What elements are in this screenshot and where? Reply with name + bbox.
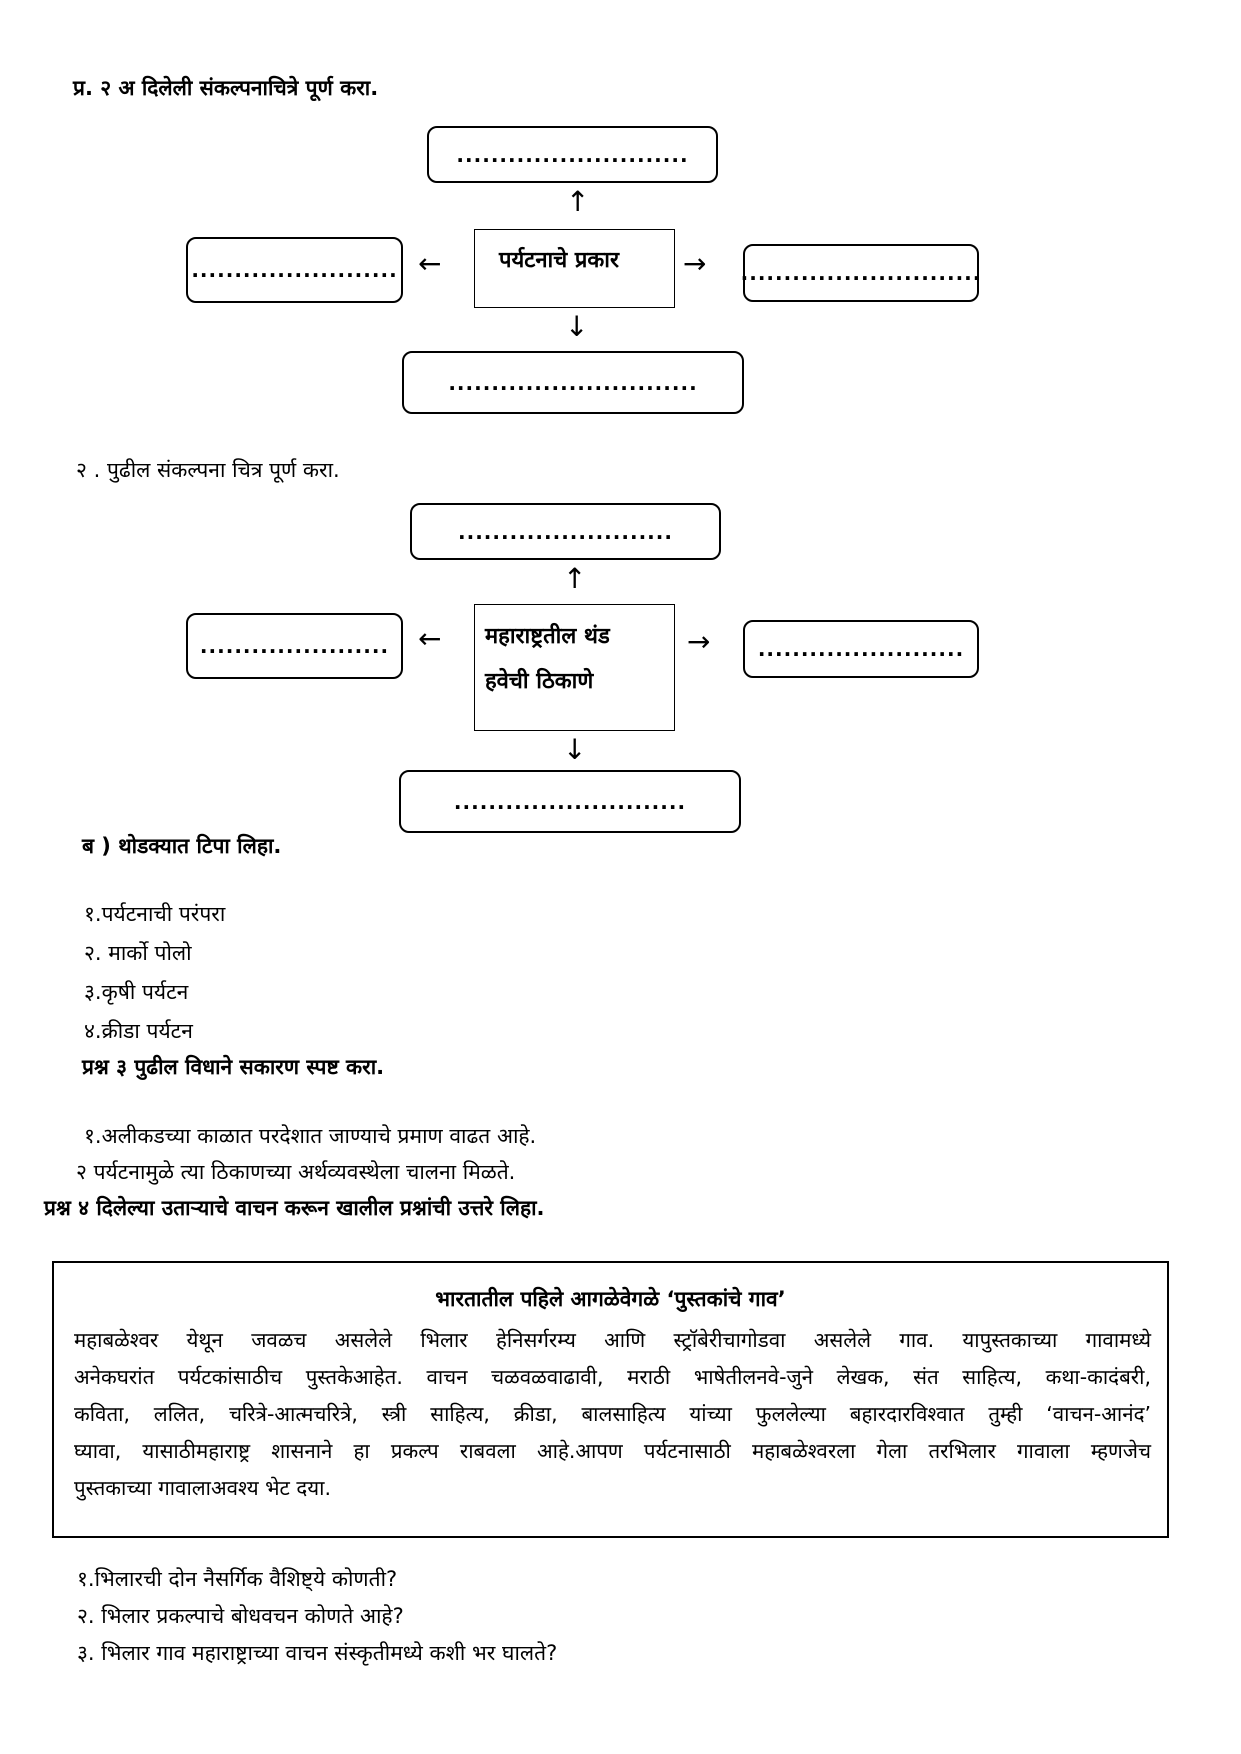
diagram1-left-box: ........................ [186, 237, 403, 303]
list-item: ४.क्रीडा पर्यटन [84, 1019, 193, 1043]
arrow-left-icon: ← [418, 247, 442, 280]
diagram1-center-label: पर्यटनाचे प्रकार [499, 248, 619, 273]
list-item: १.पर्यटनाची परंपरा [84, 902, 226, 926]
question-item: २. भिलार प्रकल्पाचे बोधवचन कोणते आहे? [77, 1604, 404, 1628]
list-item: ३.कृषी पर्यटन [84, 980, 189, 1004]
passage-line: महाबळेश्वर येथून जवळच असलेले भिलार हेनिसर्गरम्य आणि स्ट्रॉबेरीचागोडवा असलेले गाव. यापुस्तकाच्या गावामध्ये [74, 1328, 1151, 1352]
arrow-up-icon: ↑ [563, 562, 587, 595]
arrow-down-icon: ↓ [563, 733, 587, 766]
diagram2-center-line1: महाराष्ट्रतील थंड [485, 624, 610, 649]
list-item: १.अलीकडच्या काळात परदेशात जाण्याचे प्रमाण वाढत आहे. [84, 1124, 537, 1148]
diagram2-top-box: ......................... [410, 503, 721, 560]
diagram2-left-box: ...................... [186, 613, 403, 679]
list-item: २. मार्को पोलो [84, 941, 192, 965]
diagram1-bottom-box: ............................. [402, 351, 744, 414]
list-item: २ पर्यटनामुळे त्या ठिकाणच्या अर्थव्यवस्थेला चालना मिळते. [76, 1160, 516, 1184]
question-2a-heading: प्र. २ अ दिलेली संकल्पनाचित्रे पूर्ण करा. [73, 76, 379, 100]
diagram2-center-line2: हवेची ठिकाणे [485, 669, 594, 694]
arrow-up-icon: ↑ [566, 185, 590, 218]
diagram2-center-box [474, 604, 675, 731]
question-3-heading: प्रश्न ३ पुढील विधाने सकारण स्पष्ट करा. [82, 1055, 385, 1079]
question-2b-heading: ब ) थोडक्यात टिपा लिहा. [82, 834, 282, 858]
passage-line: अनेकघरांत पर्यटकांसाठीच पुस्तकेआहेत. वाचन चळवळवाढावी, मराठी भाषेतीलनवे-जुने लेखक, संत साहित्य, कथा-कादंबरी, [74, 1365, 1151, 1389]
arrow-down-icon: ↓ [565, 310, 589, 343]
diagram1-top-box: ........................... [427, 126, 718, 183]
passage-box [52, 1261, 1169, 1538]
passage-title: भारतातील पहिले आगळेवेगळे ‘पुस्तकांचे गाव’ [435, 1287, 786, 1311]
passage-line: कविता, ललित, चरित्रे-आत्मचरित्रे, स्त्री साहित्य, क्रीडा, बालसाहित्य यांच्या फुललेल्या बहारदारविश्वात तुम्ही ‘वाचन-आनंद’ [74, 1402, 1151, 1426]
question-2a-subheading: २ . पुढील संकल्पना चित्र पूर्ण करा. [76, 458, 340, 482]
question-item: १.भिलारची दोन नैसर्गिक वैशिष्ट्ये कोणती? [77, 1567, 398, 1591]
question-item: ३. भिलार गाव महाराष्ट्राच्या वाचन संस्कृतीमध्ये कशी भर घालते? [77, 1641, 558, 1665]
arrow-right-icon: → [687, 625, 711, 658]
diagram2-bottom-box: ........................... [399, 770, 741, 833]
passage-line: घ्यावा, यासाठीमहाराष्ट्र शासनाने हा प्रकल्प राबवला आहे.आपण पर्यटनासाठी महाबळेश्वरला गेला तरभिलार गावाला म्हणजेच [74, 1439, 1151, 1463]
question-4-heading: प्रश्न ४ दिलेल्या उताऱ्याचे वाचन करून खालील प्रश्नांची उत्तरे लिहा. [44, 1196, 545, 1220]
diagram1-center-box [474, 229, 675, 308]
diagram2-right-box: ........................ [743, 620, 979, 678]
diagram1-right-box: ............................ [743, 244, 979, 302]
passage-line: पुस्तकाच्या गावालाअवश्य भेट दया. [74, 1476, 331, 1500]
arrow-left-icon: ← [418, 622, 442, 655]
arrow-right-icon: → [683, 247, 707, 280]
